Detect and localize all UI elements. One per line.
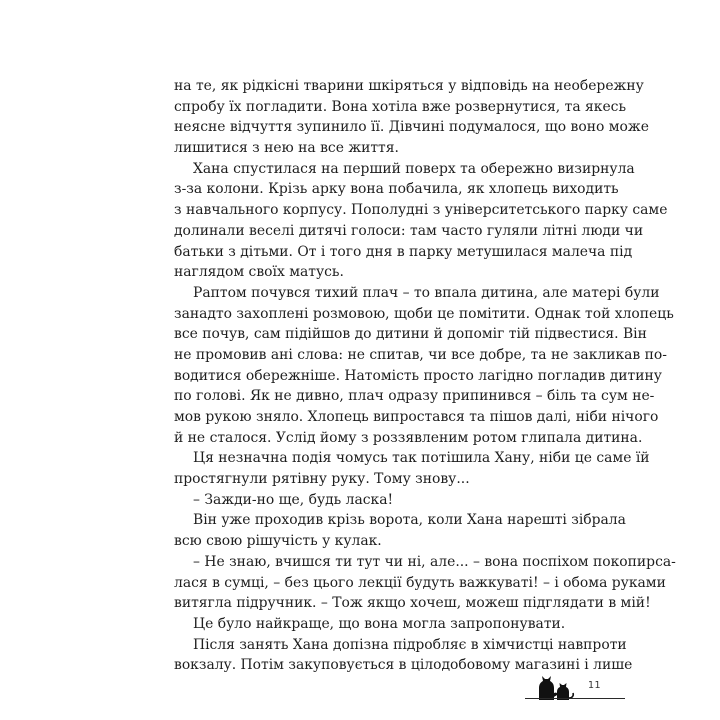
page-number: 11 bbox=[588, 680, 602, 691]
text-line: долинали веселі дитячі голоси: там часто гуляли літні люди чи bbox=[174, 222, 644, 239]
body-text bbox=[174, 76, 676, 676]
cats-silhouette-icon bbox=[533, 674, 577, 700]
footer-rule bbox=[525, 698, 625, 699]
text-line: водитися обережніше. Натомість просто лагідно погладив дитину bbox=[174, 367, 662, 384]
text-line: з навчального корпусу. Пополудні з університетського парку саме bbox=[174, 202, 668, 219]
text-line: занадто захоплені розмовою, щоби це помітити. Однак той хлопець bbox=[174, 305, 674, 322]
text-line: спробу їх погладити. Вона хотіла вже розвернутися, та якесь bbox=[174, 98, 627, 115]
text-line: – Зажди-но ще, будь ласка! bbox=[193, 491, 394, 508]
text-line: з-за колони. Крізь арку вона побачила, як хлопець виходить bbox=[174, 181, 619, 198]
text-line: Він уже проходив крізь ворота, коли Хана нарешті зібрала bbox=[193, 512, 626, 529]
text-line: по голові. Як не дивно, плач одразу припинився – біль та сум не- bbox=[174, 388, 655, 405]
text-line: Ця незначна подія чомусь так потішила Хану, ніби це саме їй bbox=[193, 450, 650, 467]
text-line: вокзалу. Потім закуповується в цілодобовому магазині і лише bbox=[174, 657, 633, 674]
text-line: все почув, сам підійшов до дитини й допоміг тій підвестися. Він bbox=[174, 326, 647, 343]
text-line: всю свою рішучість у кулак. bbox=[174, 533, 382, 550]
text-line: витягла підручник. – Тож якщо хочеш, можеш підглядати в мій! bbox=[174, 595, 651, 612]
text-line: неясне відчуття зупинило її. Дівчині подумалося, що воно може bbox=[174, 119, 649, 136]
text-line: Після занять Хана допізна підробляє в хімчистці навпроти bbox=[193, 636, 627, 653]
text-line: мов рукою зняло. Хлопець випростався та пішов далі, ніби нічого bbox=[174, 409, 659, 425]
text-line: батьки з дітьми. От і того дня в парку метушилася малеча під bbox=[174, 243, 633, 260]
text-line: на те, як рідкісні тварини шкіряться у відповідь на необережну bbox=[174, 78, 644, 94]
text-line: лишитися з нею на все життя. bbox=[174, 140, 399, 157]
text-line: – Не знаю, вчишся ти тут чи ні, але... – вона поспіхом покопирса- bbox=[193, 553, 676, 570]
text-line: наглядом своїх матусь. bbox=[174, 264, 344, 281]
text-line: простягнули рятівну руку. Тому знову... bbox=[174, 471, 470, 488]
text-line: лася в сумці, – без цього лекції будуть важкуваті! – і обома руками bbox=[174, 574, 666, 591]
text-line: Раптом почувся тихий плач – то впала дитина, але матері були bbox=[193, 284, 660, 301]
text-line: Це було найкраще, що вона могла запропонувати. bbox=[193, 615, 566, 632]
text-line: й не сталося. Услід йому з роззявленим ротом глипала дитина. bbox=[174, 429, 643, 446]
text-line: не промовив ані слова: не спитав, чи все добре, та не закликав по- bbox=[174, 346, 667, 363]
text-line: Хана спустилася на перший поверх та обережно визирнула bbox=[193, 160, 635, 177]
